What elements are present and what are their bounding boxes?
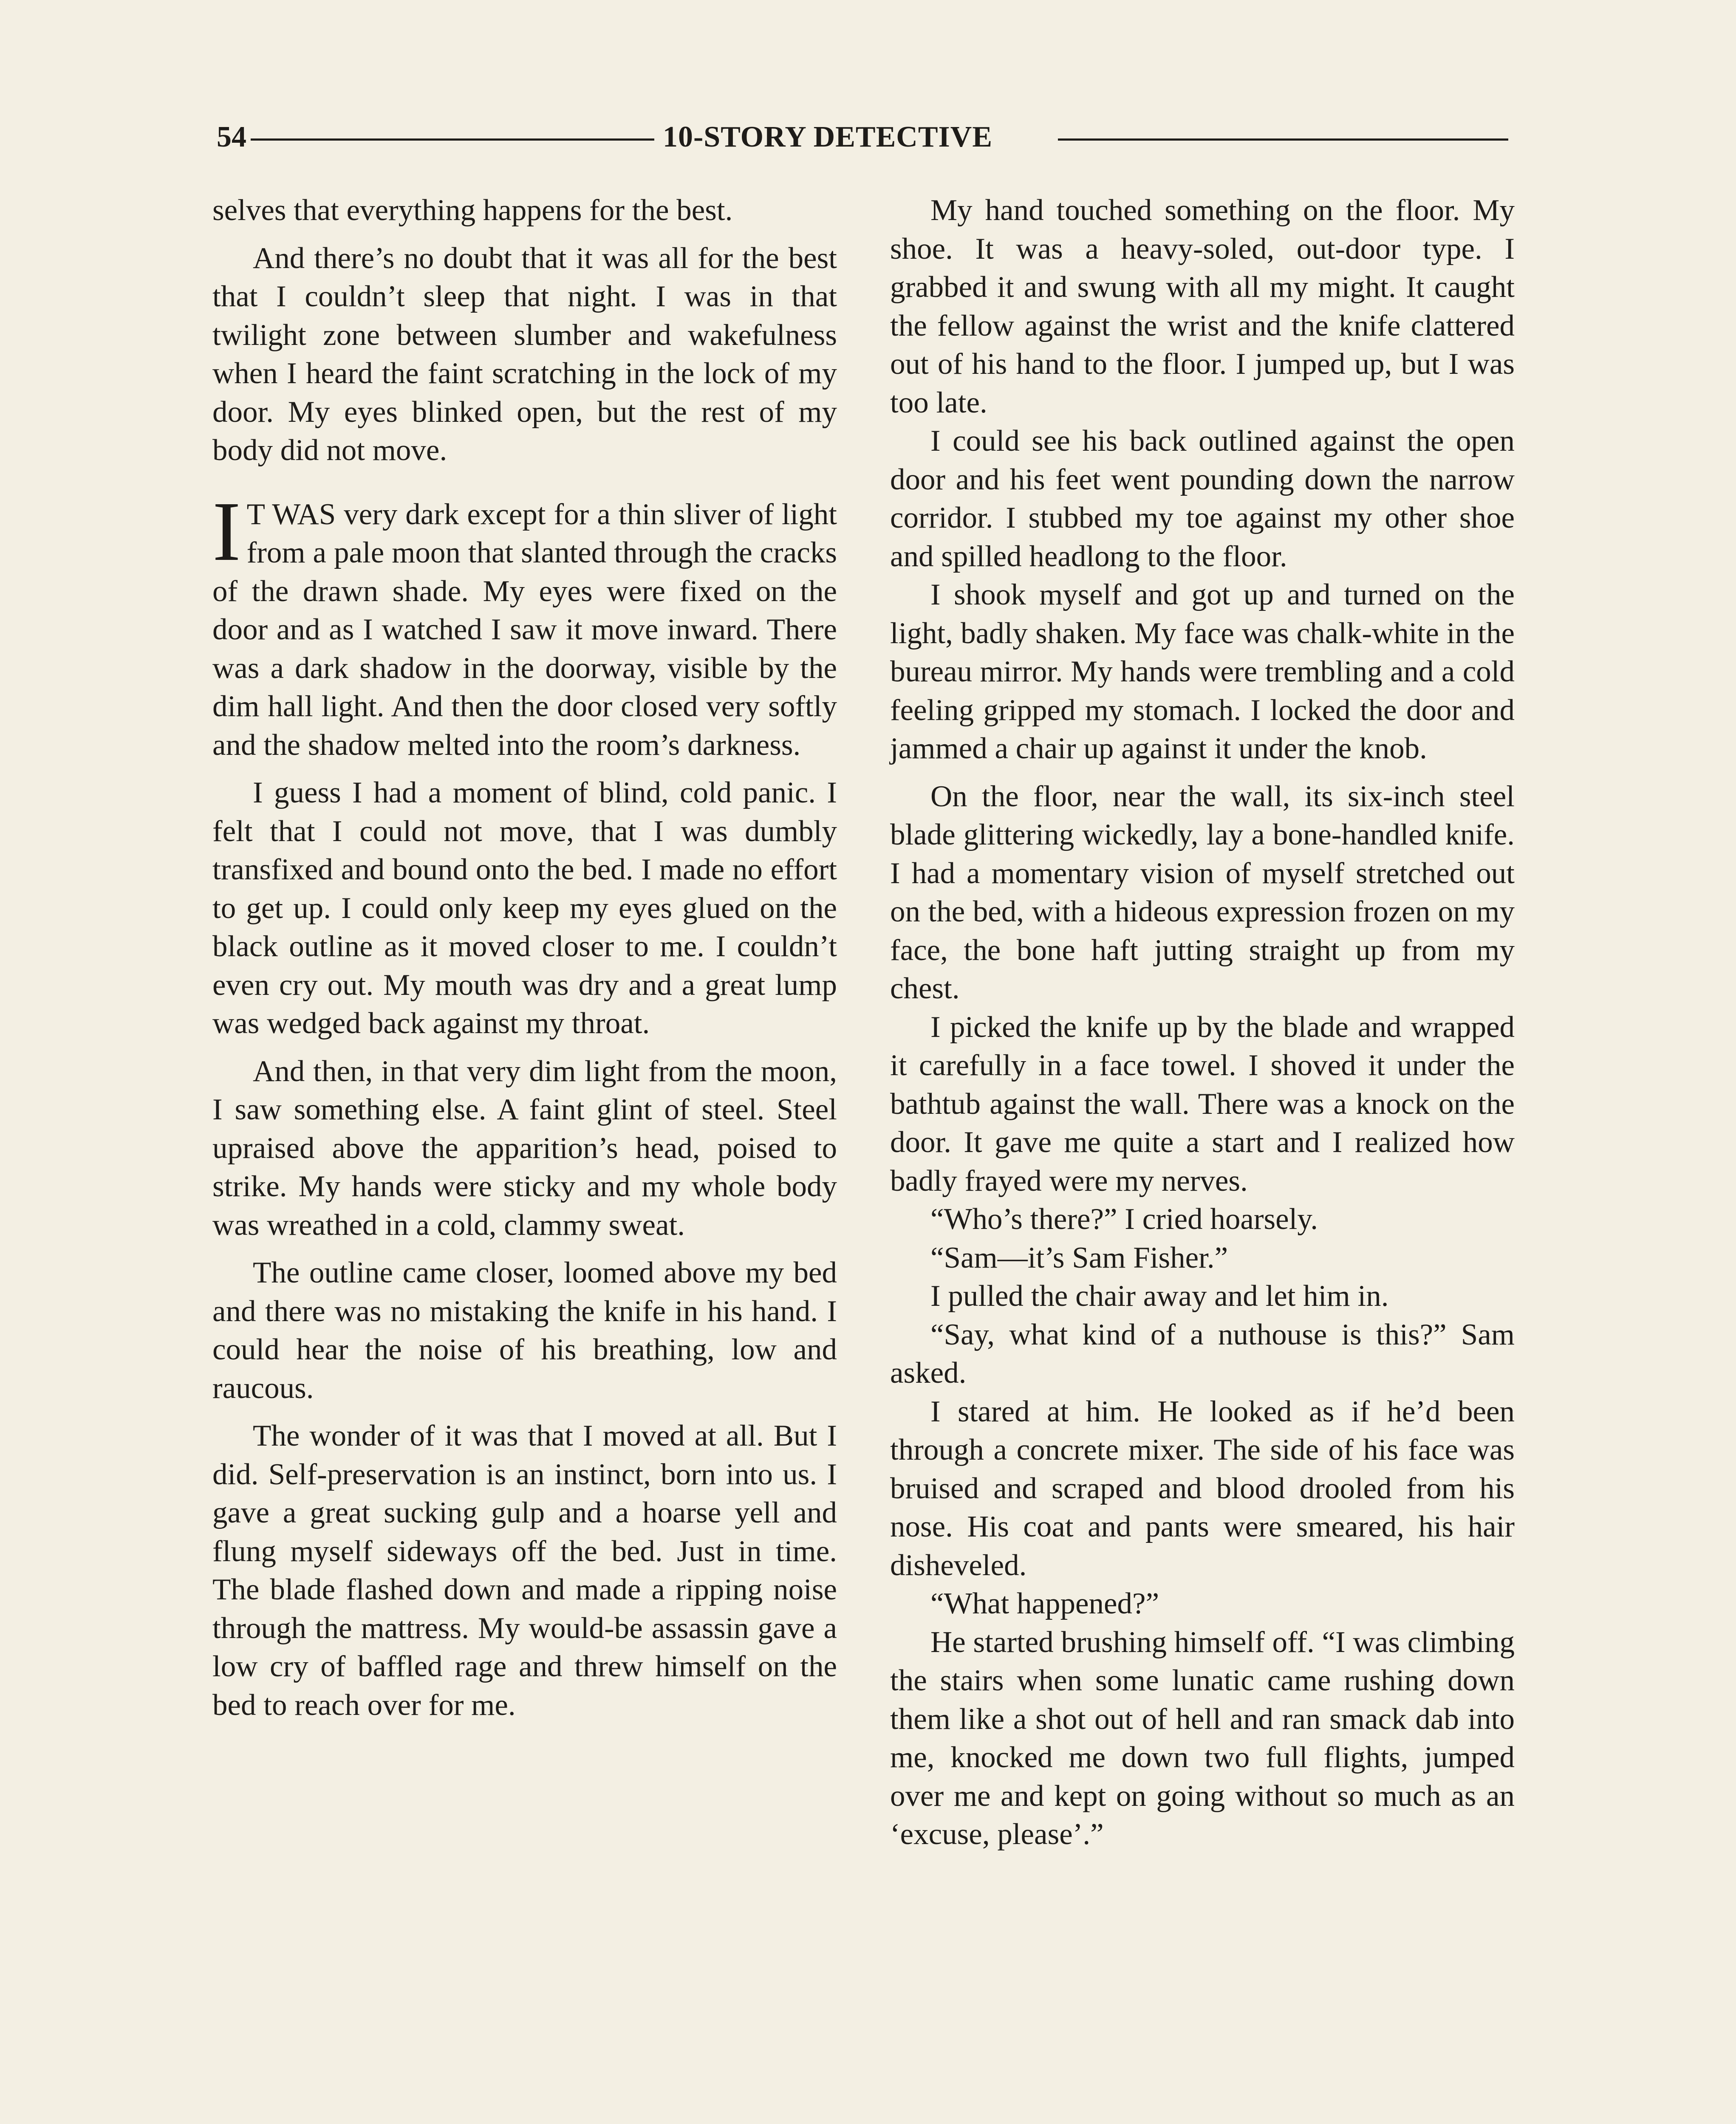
paragraph: The wonder of it was that I moved at all. But I did. Self-preservation is an instinct, born into us. I gave a great sucking gulp and a hoarse yell and flung myself sideways off the bed. Just in time. The blade flashed down and made a ripping noise through the mattress. My would-be assassin gave a low cry of baffled rage and threw himself on the bed to reach over for me. bbox=[212, 1419, 837, 1722]
paragraph: selves that everything happens for the best. bbox=[212, 194, 733, 227]
paragraph: And then, in that very dim light from the moon, I saw something else. A faint glint of steel. Steel upraised above the apparition’s head, poised to strike. My hands were sticky and my whole body was wreathed in a cold, clammy sweat. bbox=[212, 1054, 837, 1242]
drop-cap: I bbox=[212, 484, 241, 579]
paragraph-text: T WAS very dark except for a thin sliver of light from a pale moon that slanted through the cracks of the drawn shade. My eyes were fixed on the door and as I watched I saw it move inward. There was a dark shadow in the doorway, visible by the dim hall light. And then the door closed very softly and the shadow melted into the room’s darkness. bbox=[212, 497, 837, 762]
dialogue-line: “Who’s there?” I cried hoarsely. bbox=[930, 1203, 1318, 1236]
paragraph: I could see his back outlined against the open door and his feet went pounding down the narrow corridor. I stubbed my toe against my other shoe and spilled headlong to the floor. bbox=[890, 424, 1515, 573]
paragraph: On the floor, near the wall, its six-inch steel blade glittering wickedly, lay a bone-handled knife. I had a momentary vision of myself stretched out on the bed, with a hideous expression frozen on my face, the bone haft jutting straight up from my chest. bbox=[890, 780, 1515, 1005]
paragraph: And there’s no doubt that it was all for the best that I couldn’t sleep that night. I was in that twilight zone between slumber and wakefulness when I heard the faint scratching in the lock of my door. My eyes blinked open, but the rest of my body did not move. bbox=[212, 241, 837, 467]
left-text-column bbox=[212, 191, 837, 1724]
paragraph: He started brushing himself off. “I was climbing the stairs when some lunatic came rushing down them like a shot out of hell and ran smack dab into me, knocked me down two full flights, jumped over me and kept on going without so much as an ‘excuse, please’.” bbox=[890, 1625, 1515, 1851]
paragraph: I stared at him. He looked as if he’d been through a concrete mixer. The side of his face was bruised and scraped and blood drooled from his nose. His coat and pants were smeared, his hair disheveled. bbox=[890, 1395, 1515, 1582]
paragraph: I shook myself and got up and turned on the light, badly shaken. My face was chalk-white in the bureau mirror. My hands were trembling and a cold feeling gripped my stomach. I locked the door and jammed a chair up against it under the knob. bbox=[890, 578, 1515, 765]
dialogue-line: “Sam—it’s Sam Fisher.” bbox=[930, 1241, 1228, 1274]
paragraph: I picked the knife up by the blade and wrapped it carefully in a face towel. I shoved it under the bathtub against the wall. There was a knock on the door. It gave me quite a start and I realized how badly frayed were my nerves. bbox=[890, 1010, 1515, 1198]
page-number: 54 bbox=[217, 121, 246, 153]
paragraph: I guess I had a moment of blind, cold panic. I felt that I could not move, that I was dumbly transfixed and bound onto the bed. I made no effort to get up. I could only keep my eyes glued on the black outline as it moved closer to me. I couldn’t even cry out. My mouth was dry and a great lump was wedged back against my throat. bbox=[212, 776, 837, 1040]
paragraph: My hand touched something on the floor. My shoe. It was a heavy-soled, out-door type. I grabbed it and swung with all my might. It caught the fellow against the wrist and the knife clattered out of his hand to the floor. I jumped up, but I was too late. bbox=[890, 194, 1515, 419]
paragraph: I pulled the chair away and let him in. bbox=[930, 1279, 1389, 1313]
dialogue-line: “What happened?” bbox=[930, 1587, 1159, 1620]
paragraph: “Say, what kind of a nuthouse is this?” Sam asked. bbox=[890, 1318, 1515, 1390]
paragraph: The outline came closer, loomed above my bed and there was no mistaking the knife in his hand. I could hear the noise of his breathing, low and raucous. bbox=[212, 1256, 837, 1405]
header-rule-left bbox=[251, 138, 654, 141]
right-text-column bbox=[890, 191, 1515, 1854]
running-header bbox=[217, 114, 1508, 161]
header-rule-right bbox=[1058, 138, 1508, 141]
section-opening-paragraph bbox=[212, 484, 837, 765]
running-title: 10-STORY DETECTIVE bbox=[663, 121, 993, 153]
